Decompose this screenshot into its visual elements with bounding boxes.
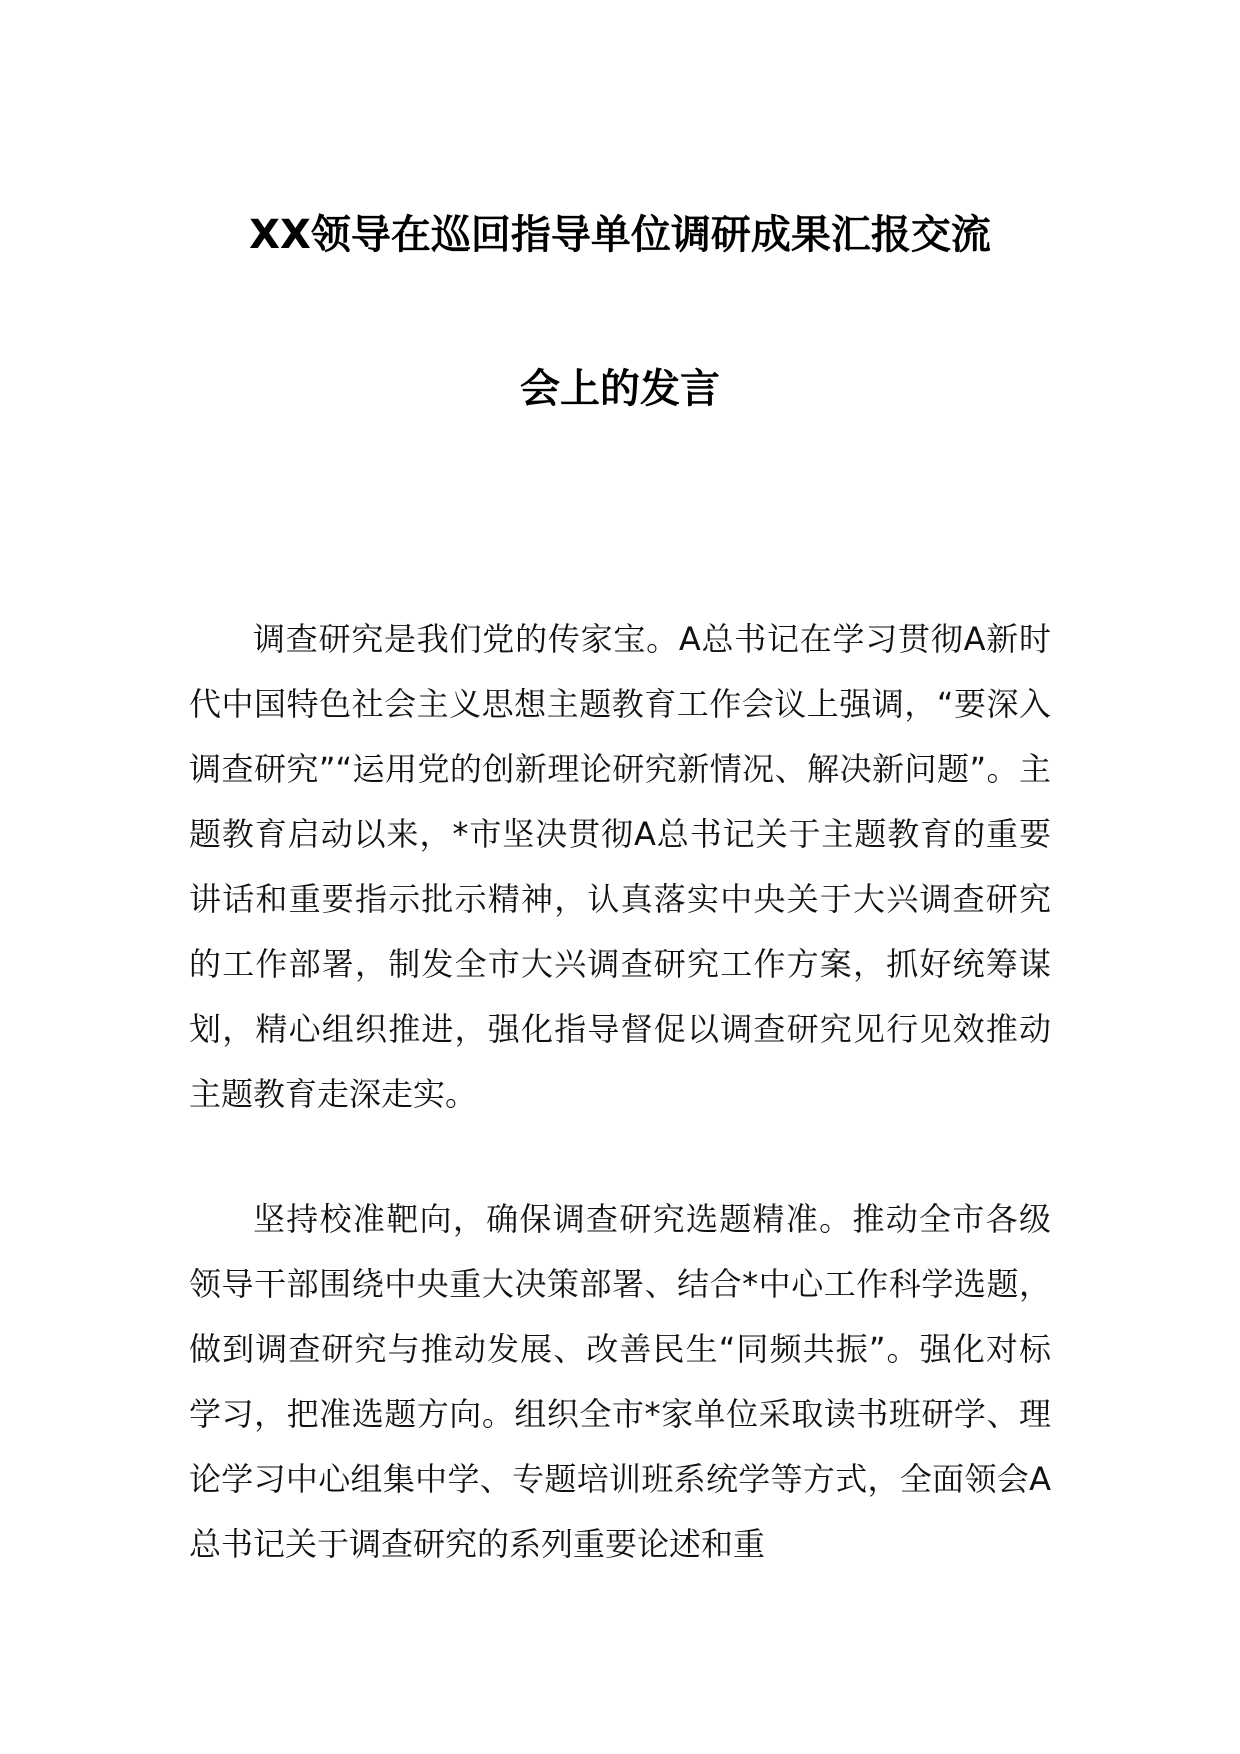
document-title-line-1: XX领导在巡回指导单位调研成果汇报交流 xyxy=(249,212,991,258)
body-paragraph-1: 调查研究是我们党的传家宝。A总书记在学习贯彻A新时代中国特色社会主义思想主题教育工作会议上强调，“要深入调查研究”“运用党的创新理论研究新情况、解决新问题”。主题教育启动以来，*市坚决贯彻A总书记关于主题教育的重要讲话和重要指示批示精神，认真落实中央关于大兴调查研究的工作部署，制发全市大兴调查研究工作方案，抓好统筹谋划，精心组织推进，强化指导督促以调查研究见行见效推动主题教育走深走实。 xyxy=(189,620,1051,1113)
document-title-line-2: 会上的发言 xyxy=(520,366,720,412)
body-paragraph-2: 坚持校准靶向，确保调查研究选题精准。推动全市各级领导干部围绕中央重大决策部署、结合*中心工作科学选题，做到调查研究与推动发展、改善民生“同频共振”。强化对标学习，把准选题方向。组织全市*家单位采取读书班研学、理论学习中心组集中学、专题培训班系统学等方式，全面领会A总书记关于调查研究的系列重要论述和重 xyxy=(189,1200,1051,1563)
